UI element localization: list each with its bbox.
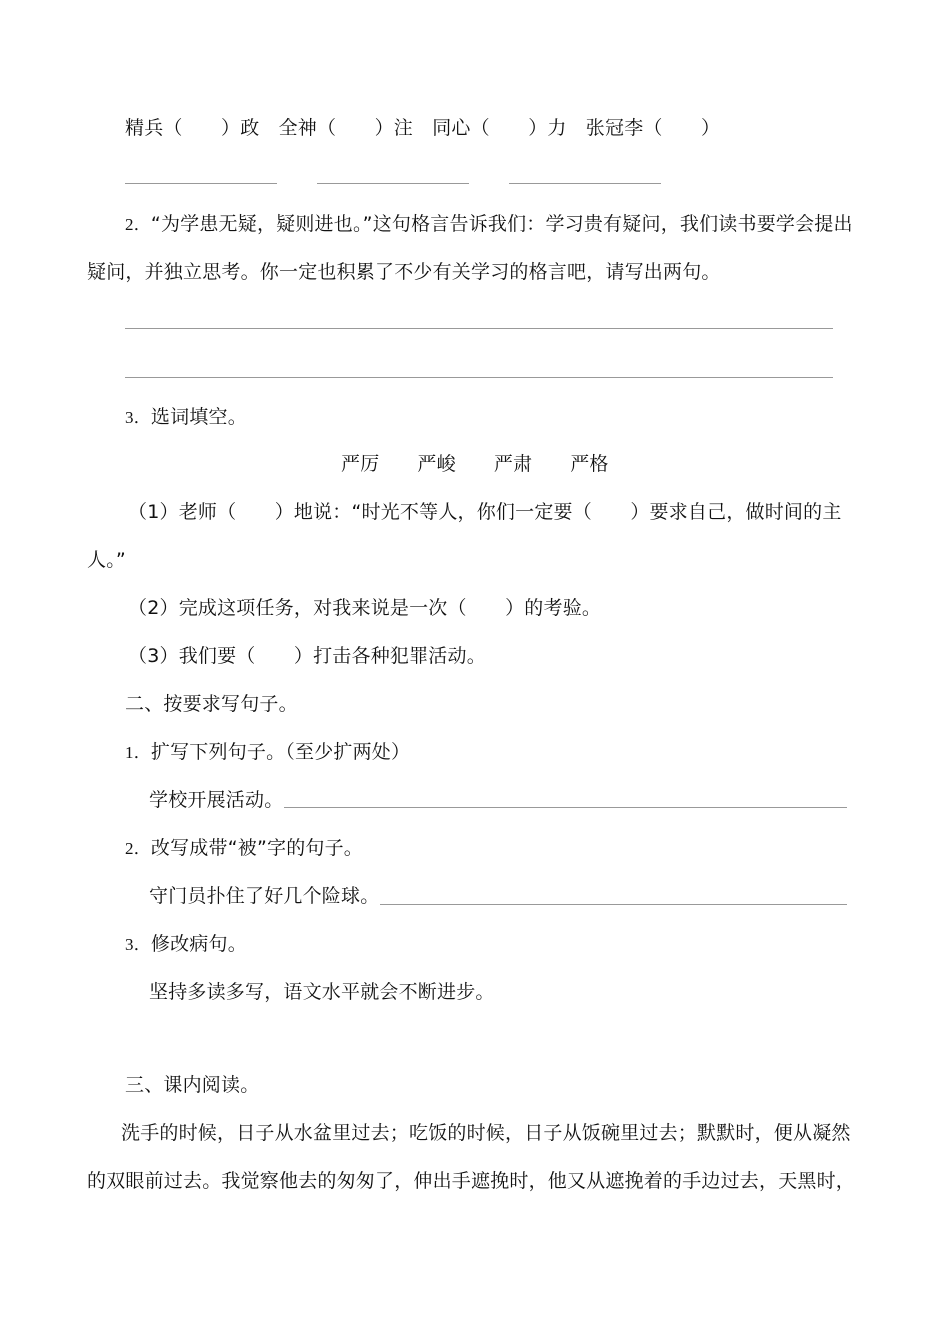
q3-item2: （2）完成这项任务，对我来说是一次（ ）的考验。 [128,597,602,619]
s2-q3-title: 修改病句。 [150,933,247,955]
s2-q1-answer-line[interactable] [284,807,847,808]
s2-q2-title-line [125,835,363,862]
q3-number: 3． [125,408,151,427]
s2-q2-number: 2． [125,839,151,858]
section3-heading: 三、课内阅读。 [125,1074,260,1096]
s2-q1-title-line [125,739,410,766]
q3-title-line [125,404,247,431]
idiom-fill-line: 精兵（ ）政 全神（ ）注 同心（ ）力 张冠李（ ） [125,117,721,139]
reading-para-line2: 的双眼前过去。我觉察他去的匆匆了，伸出手遮挽时，他又从遮挽着的手边过去，天黑时， [87,1170,856,1192]
answer-line-1[interactable] [125,183,277,184]
q2-line1 [125,211,853,238]
q3-title: 选词填空。 [150,406,247,428]
word-bank [341,451,647,477]
q2-answer-line-2[interactable] [125,377,833,378]
answer-line-2[interactable] [317,183,469,184]
s2-q2-sentence: 守门员扑住了好几个险球。 [149,885,380,907]
answer-line-3[interactable] [509,183,661,184]
q2-answer-line-1[interactable] [125,328,833,329]
s2-q2-answer-line[interactable] [380,904,847,905]
word-option: 严格 [570,453,609,475]
word-option: 严峻 [417,453,456,475]
s2-q3-title-line [125,931,247,958]
q3-item1-line1: （1）老师（ ）地说：“时光不等人，你们一定要（ ）要求自己，做时间的主 [128,501,842,523]
word-option: 严厉 [341,453,380,475]
s2-q3-number: 3． [125,935,151,954]
q2-number: 2． [125,215,151,234]
s2-q2-title: 改写成带“被”字的句子。 [150,837,363,859]
section2-heading: 二、按要求写句子。 [125,693,298,715]
s2-q1-number: 1． [125,743,151,762]
q2-line2: 疑问，并独立思考。你一定也积累了不少有关学习的格言吧，请写出两句。 [87,261,721,283]
s2-q1-sentence: 学校开展活动。 [149,789,284,811]
word-option: 严肃 [493,453,533,475]
q2-text-1: “为学患无疑，疑则进也。”这句格言告诉我们：学习贵有疑问，我们读书要学会提出 [150,213,853,235]
s2-q1-title: 扩写下列句子。（至少扩两处） [150,741,411,763]
q3-item1-line2: 人。” [87,549,126,571]
reading-para-line1: 洗手的时候，日子从水盆里过去；吃饭的时候，日子从饭碗里过去；默默时，便从凝然 [121,1122,851,1144]
s2-q3-sentence: 坚持多读多写，语文水平就会不断进步。 [149,981,495,1003]
q3-item3: （3）我们要（ ）打击各种犯罪活动。 [128,645,486,667]
